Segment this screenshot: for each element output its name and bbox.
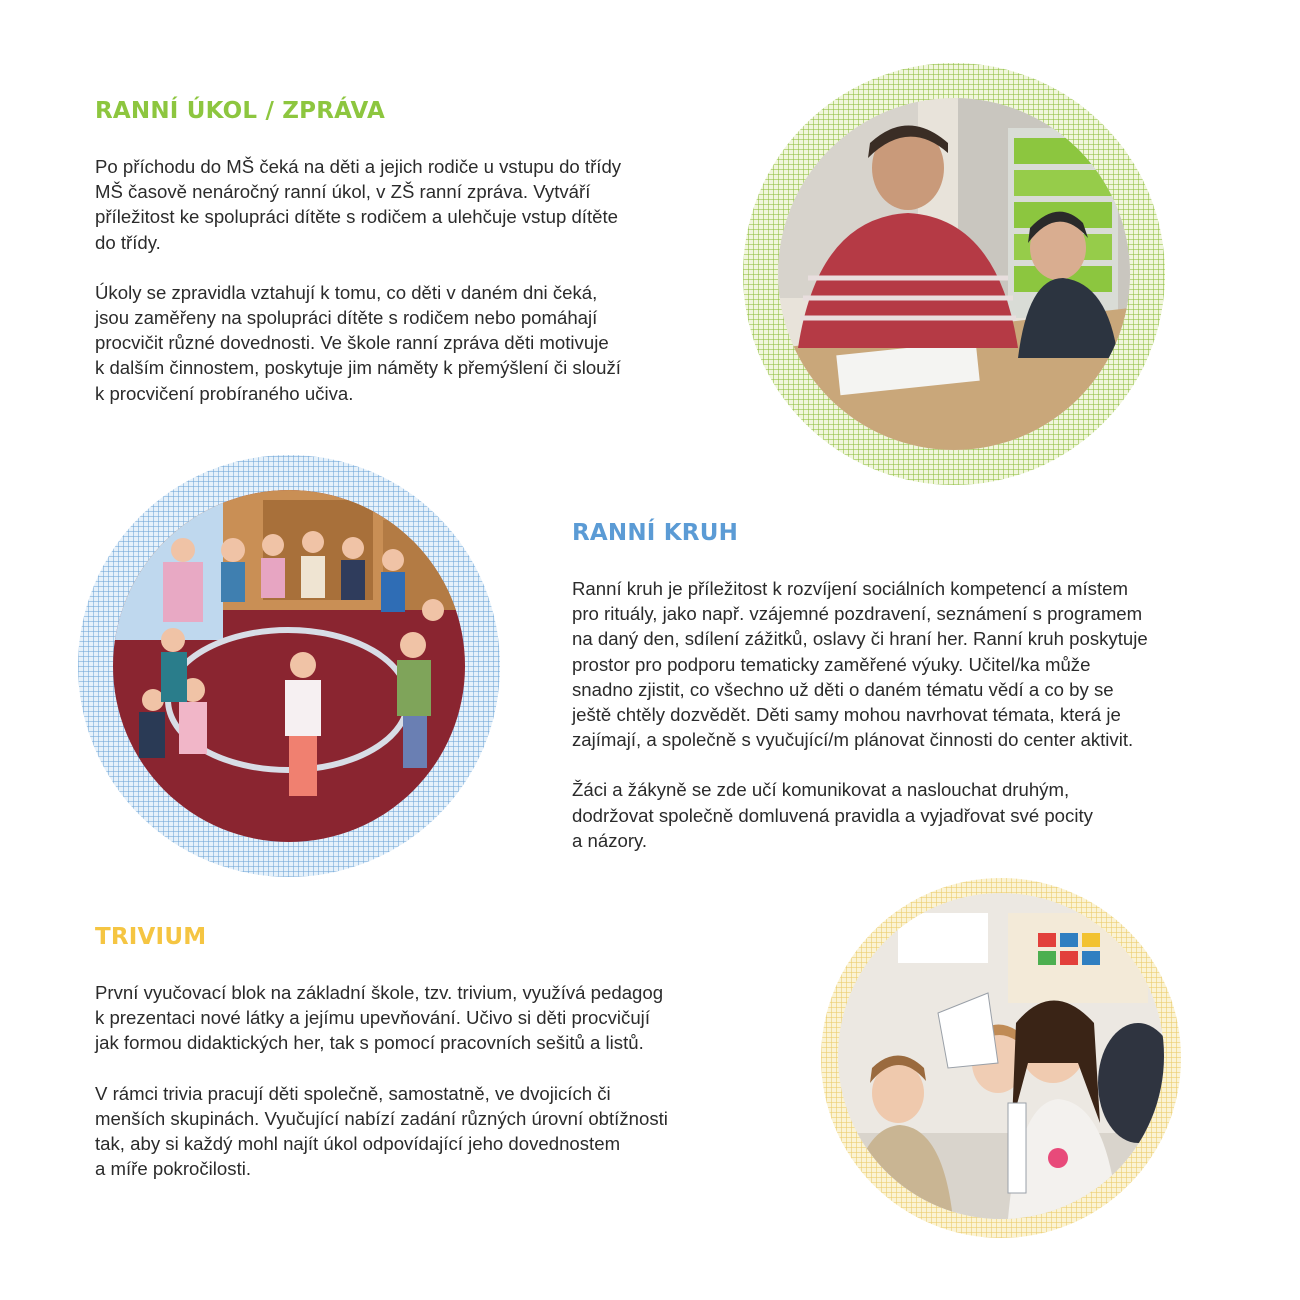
section-heading: RANNÍ KRUH	[572, 520, 739, 546]
paragraph: První vyučovací blok na základní škole, tzv. trivium, využívá pedagog k prezentaci nové látky a jejímu upevňování. Učivo si děti procvičují jak formou didaktických her, tak s pomocí pracovních sešitů a listů.	[95, 982, 664, 1054]
section-heading: TRIVIUM	[95, 924, 207, 950]
paragraph: V rámci trivia pracují děti společně, samostatně, ve dvojicích či menších skupinách. Vyučující nabízí zadání různých úrovní obtížnosti tak, aby si každý mohl najít úkol odpovídající jeho dovednostem a míře pokročilosti.	[95, 1082, 668, 1180]
section-heading: RANNÍ ÚKOL / ZPRÁVA	[95, 98, 385, 124]
paragraph: Úkoly se zpravidla vztahují k tomu, co děti v daném dni čeká, jsou zaměřeny na spolupráci dítěte s rodičem nebo pomáhají procvičit různé dovednosti. Ve škole ranní zpráva děti motivuje k dalším činnostem, poskytuje jim náměty k přemýšlení či slouží k procvičení probíraného učiva.	[95, 281, 621, 404]
classroom-teacher-illustration	[778, 98, 1130, 450]
section-trivium	[95, 924, 755, 1181]
trivium-children-photo	[838, 893, 1164, 1219]
paragraph: Žáci a žákyně se zde učí komunikovat a naslouchat druhým, dodržovat společně domluvená pravidla a vyjadřovat své pocity a názory.	[572, 779, 1093, 851]
paragraph: Po příchodu do MŠ čeká na děti a jejich rodiče u vstupu do třídy MŠ časově nenáročný ranní úkol, v ZŠ ranní zpráva. Vytváří příležitost ke spolupráci dítěte s rodičem a ulehčuje vstup dítěte do třídy.	[95, 156, 622, 253]
section-ranni-kruh	[572, 520, 1232, 853]
paragraph: Ranní kruh je příležitost k rozvíjení sociálních kompetencí a místem pro rituály, jako např. vzájemné pozdravení, seznámení s programem na daný den, sdílení zážitků, oslavy či hraní her. Ranní kruh poskytuje prostor pro podporu tematicky zaměřené výuky. Učitel/ka může snadno zjistit, co všechno už děti o daném tématu vědí a co by se ještě chtěly dozvědět. Děti samy mohou navrhovat témata, která je zajímají, a společně s vyučující/m plánovat činnosti do center aktivit.	[572, 578, 1148, 751]
classroom-teacher-photo	[778, 98, 1130, 450]
section-ranni-ukol	[95, 98, 735, 406]
morning-circle-illustration	[113, 490, 465, 842]
morning-circle-photo	[113, 490, 465, 842]
trivium-children-illustration	[838, 893, 1164, 1219]
